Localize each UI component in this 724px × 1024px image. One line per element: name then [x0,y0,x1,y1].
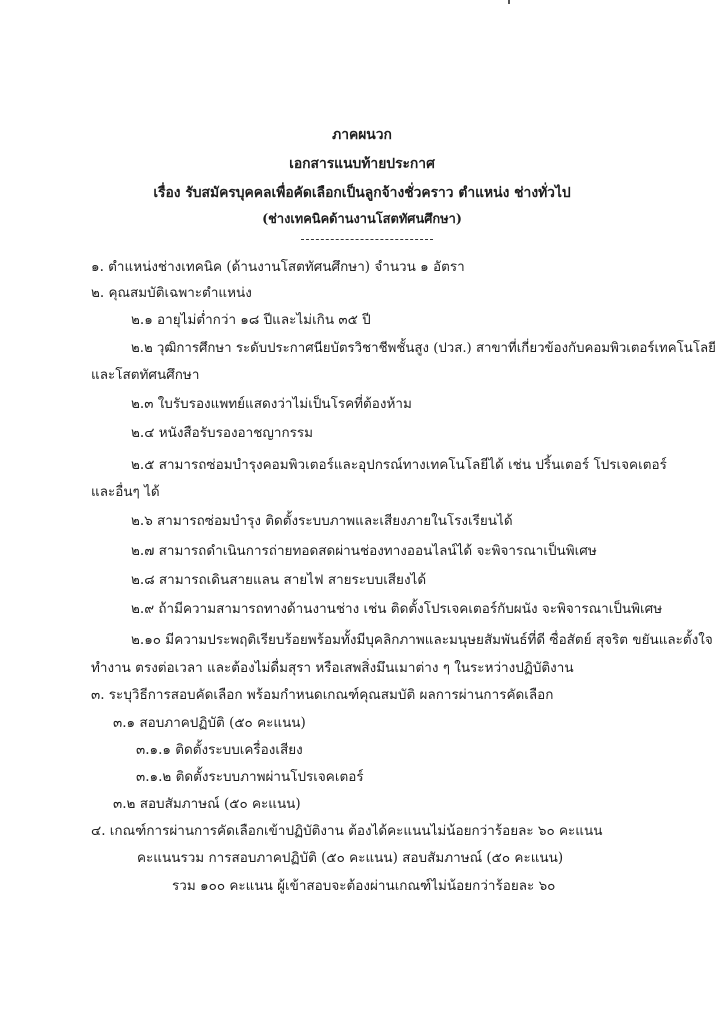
item-2-2-continued: และโสตทัศนศึกษา [91,367,200,383]
item-3-2: ๓.๒ สอบสัมภาษณ์ (๕๐ คะแนน) [113,796,301,812]
scan-mark [508,0,510,4]
document-subtitle: เอกสารแนบท้ายประกาศ [289,156,435,172]
item-2-1: ๒.๑ อายุไม่ต่ำกว่า ๑๘ ปีและไม่เกิน ๓๕ ปี [131,312,371,328]
item-2-4: ๒.๔ หนังสือรับรองอาชญากรรม [131,425,314,441]
item-2-10-continued: ทำงาน ตรงต่อเวลา และต้องไม่ดื่มสุรา หรือเสพสิ่งมึนเมาต่าง ๆ ในระหว่างปฏิบัติงาน [91,660,574,676]
item-3-1-2: ๓.๑.๒ ติดตั้งระบบภาพผ่านโปรเจคเตอร์ [136,769,364,785]
document-subject: เรื่อง รับสมัครบุคคลเพื่อคัดเลือกเป็นลูกจ้างชั่วคราว ตำแหน่ง ช่างทั่วไป [153,185,571,201]
item-2-5-continued: และอื่นๆ ได้ [91,484,160,500]
section-3-heading: ๓. ระบุวิธีการสอบคัดเลือก พร้อมกำหนดเกณฑ์คุณสมบัติ ผลการผ่านการคัดเลือก [91,687,554,703]
document-title: ภาคผนวก [332,127,392,143]
section-4-heading: ๔. เกณฑ์การผ่านการคัดเลือกเข้าปฏิบัติงาน ต้องได้คะแนนไม่น้อยกว่าร้อยละ ๖๐ คะแนน [91,823,603,839]
item-2-6: ๒.๖ สามารถซ่อมบำรุง ติดตั้งระบบภาพและเสียงภายในโรงเรียนได้ [131,513,513,529]
score-criteria-line: รวม ๑๐๐ คะแนน ผู้เข้าสอบจะต้องผ่านเกณฑ์ไม่น้อยกว่าร้อยละ ๖๐ [172,878,556,894]
item-2-7: ๒.๗ สามารถดำเนินการถ่ายทอดสดผ่านช่องทางออนไลน์ได้ จะพิจารณาเป็นพิเศษ [131,543,597,559]
item-2-2: ๒.๒ วุฒิการศึกษา ระดับประกาศนียบัตรวิชาชีพชั้นสูง (ปวส.) สาขาที่เกี่ยวข้องกับคอมพิวเตอร์เทคโนโลยี [131,341,716,356]
document-specialty: (ช่างเทคนิคด้านงานโสตทัศนศึกษา) [262,212,462,227]
item-2-9: ๒.๙ ถ้ามีความสามารถทางด้านงานช่าง เช่น ติดตั้งโปรเจคเตอร์กับผนัง จะพิจารณาเป็นพิเศษ [131,601,663,617]
item-2-3: ๒.๓ ใบรับรองแพทย์แสดงว่าไม่เป็นโรคที่ต้องห้าม [131,396,412,412]
item-3-1-1: ๓.๑.๑ ติดตั้งระบบเครื่องเสียง [136,742,303,758]
section-1-position: ๑. ตำแหน่งช่างเทคนิค (ด้านงานโสตทัศนศึกษา) จำนวน ๑ อัตรา [91,259,465,275]
score-total-line: คะแนนรวม การสอบภาคปฏิบัติ (๕๐ คะแนน) สอบสัมภาษณ์ (๕๐ คะแนน) [137,850,564,866]
item-2-10: ๒.๑๐ มีความประพฤติเรียบร้อยพร้อมทั้งมีบุคลิกภาพและมนุษยสัมพันธ์ที่ดี ซื่อสัตย์ สุจริต ขยันและตั้งใจ [131,632,713,648]
section-2-heading: ๒. คุณสมบัติเฉพาะตำแหน่ง [91,285,252,301]
item-3-1: ๓.๑ สอบภาคปฏิบัติ (๕๐ คะแนน) [113,715,306,731]
item-2-5: ๒.๕ สามารถซ่อมบำรุงคอมพิวเตอร์และอุปกรณ์ทางเทคโนโลยีได้ เช่น ปริ้นเตอร์ โปรเจคเตอร์ [131,457,667,473]
item-2-8: ๒.๘ สามารถเดินสายแลน สายไฟ สายระบบเสียงได้ [131,572,427,588]
title-divider [301,239,433,240]
